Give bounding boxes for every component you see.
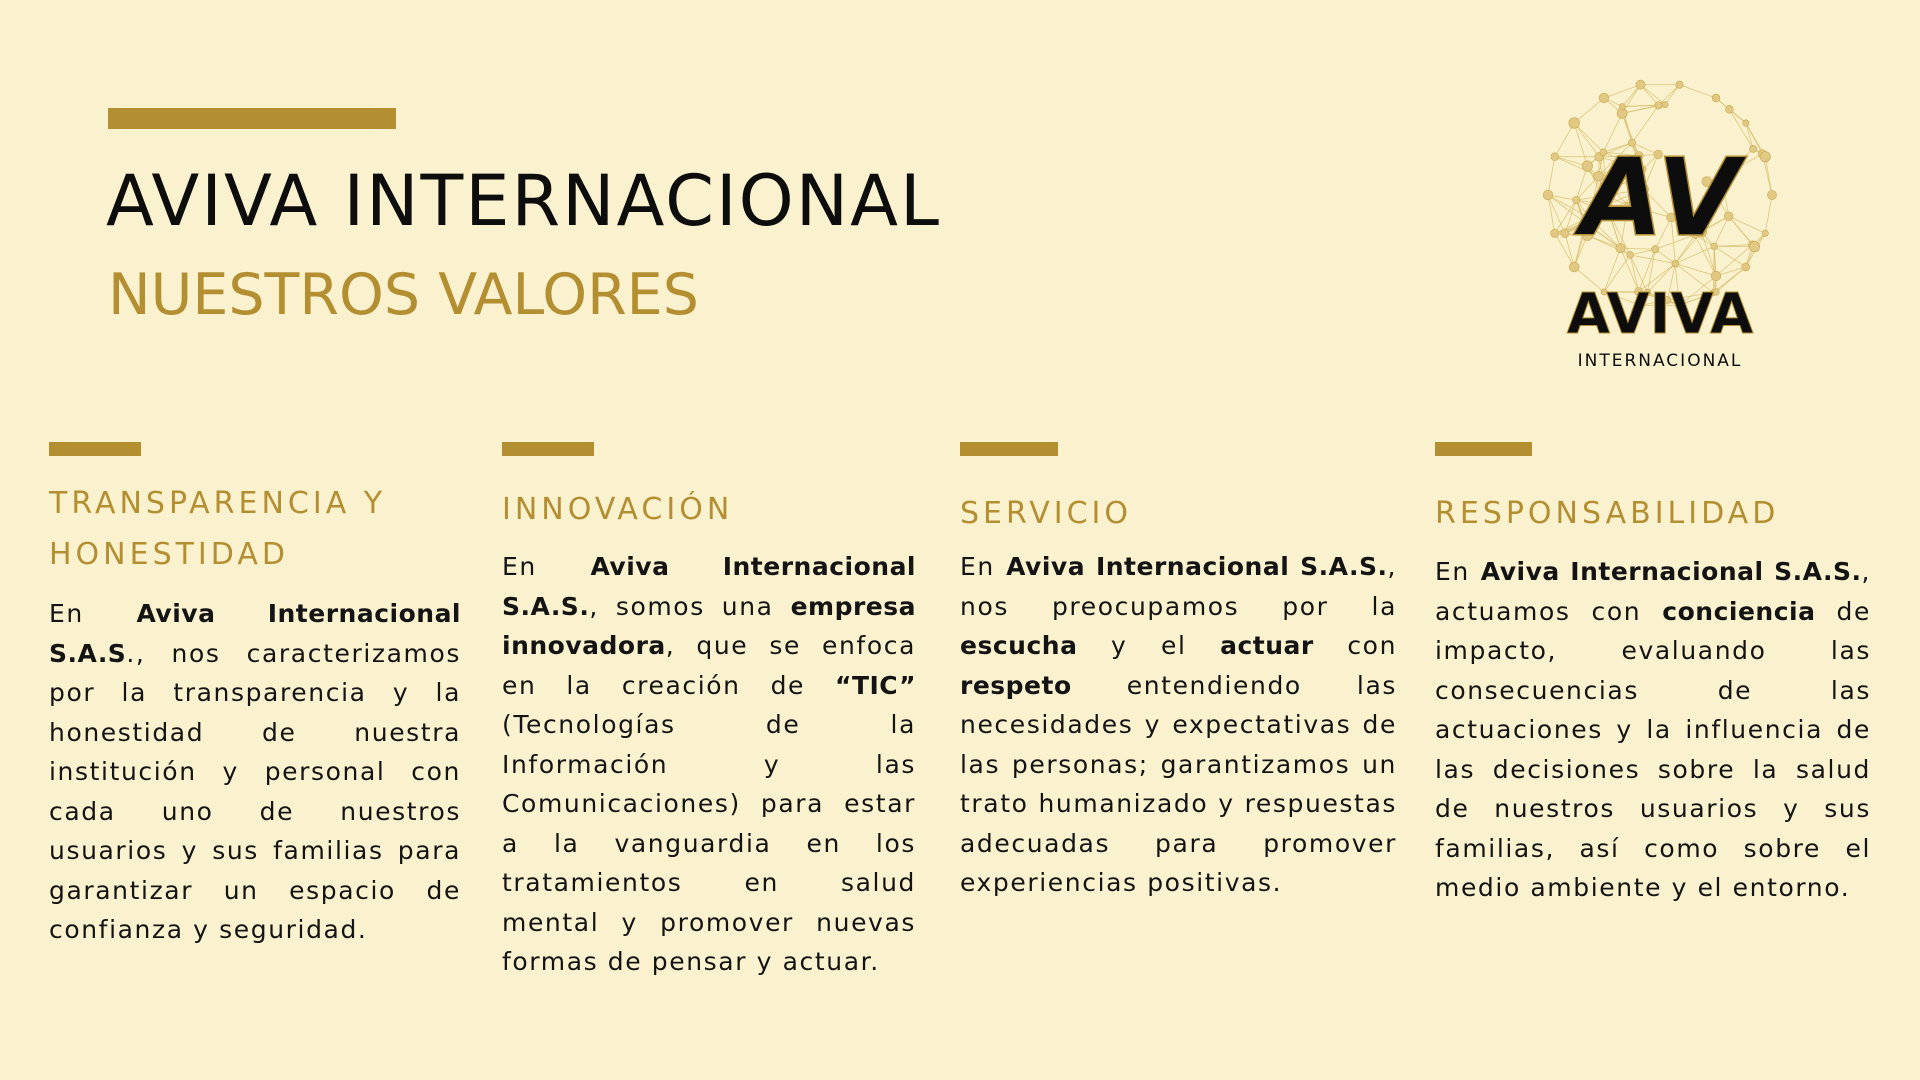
value-accent-bar — [960, 442, 1058, 456]
body-text: entendiendo las necesidades y expectativas de las personas; garantizamos un trato humanizado y respuestas adecuadas para promover experiencias positivas. — [960, 670, 1397, 897]
logo-name: AVIVA — [1566, 282, 1754, 347]
body-text: , que se enfoca en la creación de — [502, 631, 916, 700]
value-body-innovacion — [502, 547, 916, 982]
value-heading-transparencia: TRANSPARENCIA Y HONESTIDAD — [49, 486, 387, 572]
value-heading-responsabilidad: RESPONSABILIDAD — [1435, 496, 1780, 531]
network-line — [1659, 85, 1680, 106]
aviva-globe-logo-icon — [1530, 50, 1790, 380]
value-body-servicio — [960, 547, 1397, 903]
logo-monogram: AV — [1580, 136, 1740, 261]
value-accent-bar — [49, 442, 141, 456]
value-accent-bar — [502, 442, 594, 456]
emphasis-text: conciencia — [1662, 596, 1816, 626]
body-text: , actuamos con — [1435, 557, 1872, 626]
network-node — [1749, 242, 1759, 252]
body-text: (Tecnologías de la Información y las Comunicaciones) para estar a la vanguardia en los tratamientos en salud mental y promover nuevas formas de pensar y actuar. — [502, 710, 916, 976]
emphasis-text: Aviva Internacional S.A.S. — [1006, 552, 1388, 581]
body-text: En — [49, 599, 137, 628]
page-title: AVIVA INTERNACIONAL — [106, 160, 942, 242]
emphasis-text: escucha — [960, 631, 1078, 660]
network-line — [1679, 85, 1716, 98]
network-line — [1548, 157, 1555, 195]
network-node — [1676, 81, 1683, 88]
logo-tagline: INTERNACIONAL — [1577, 351, 1743, 371]
body-text: En — [960, 552, 1007, 581]
network-node — [1543, 190, 1553, 200]
emphasis-text: “TIC” — [835, 670, 916, 700]
network-node — [1750, 145, 1757, 152]
network-line — [1746, 123, 1753, 149]
network-line — [1548, 195, 1555, 233]
network-node — [1551, 229, 1559, 237]
network-node — [1725, 105, 1733, 113]
value-body-responsabilidad — [1435, 552, 1871, 908]
network-line — [1555, 123, 1574, 157]
network-line — [1765, 195, 1772, 233]
network-node — [1636, 80, 1645, 89]
network-line — [1765, 157, 1772, 195]
body-text: ., nos caracterizamos por la transparencia y la honestidad de nuestra institución y personal con cada uno de nuestros usuarios y sus familias para garantizar un espacio de confianza y seguridad. — [49, 638, 461, 944]
emphasis-text: actuar — [1220, 631, 1314, 660]
network-node — [1569, 118, 1580, 129]
emphasis-text: empresa innovadora — [502, 591, 916, 660]
body-text: , somos una — [589, 591, 791, 621]
network-node — [1662, 102, 1668, 108]
emphasis-text: Aviva Internacional S.A.S. — [1480, 557, 1862, 586]
value-body-transparencia — [49, 594, 461, 950]
network-node — [1743, 120, 1749, 126]
network-node — [1672, 260, 1679, 267]
network-line — [1565, 233, 1574, 267]
aviva-logo — [1530, 50, 1790, 380]
value-accent-bar — [1435, 442, 1532, 456]
network-node — [1767, 190, 1776, 199]
title-accent-bar — [108, 108, 396, 129]
network-node — [1551, 153, 1559, 161]
page-subtitle: NUESTROS VALORES — [108, 262, 699, 328]
network-node — [1561, 229, 1569, 237]
network-node — [1619, 104, 1625, 110]
body-text: con — [1313, 631, 1398, 660]
network-node — [1742, 263, 1750, 271]
network-node — [1573, 196, 1580, 203]
network-node — [1599, 93, 1609, 103]
network-line — [1555, 233, 1574, 267]
emphasis-text: respeto — [960, 670, 1072, 700]
body-text: de impacto, evaluando las consecuencias de las actuaciones y la influencia de las decisiones sobre la salud de nuestros usuarios y sus familias, así como sobre el medio ambiente y el entorno. — [1435, 596, 1871, 902]
network-node — [1711, 271, 1720, 280]
network-node — [1760, 151, 1770, 161]
body-text: , nos preocupamos por la — [960, 552, 1398, 621]
network-node — [1569, 262, 1579, 272]
value-heading-servicio: SERVICIO — [960, 496, 1132, 531]
body-text: y el — [1077, 631, 1221, 660]
network-line — [1574, 98, 1604, 123]
body-text: En — [1435, 557, 1481, 586]
body-text: En — [502, 552, 591, 581]
network-node — [1655, 102, 1662, 109]
emphasis-text: Aviva Internacional S.A.S. — [502, 552, 917, 621]
emphasis-text: Aviva Internacional S.A.S — [49, 599, 462, 668]
value-heading-innovacion: INNOVACIÓN — [502, 492, 734, 527]
network-node — [1712, 94, 1720, 102]
network-node — [1762, 230, 1768, 236]
network-line — [1675, 264, 1716, 276]
